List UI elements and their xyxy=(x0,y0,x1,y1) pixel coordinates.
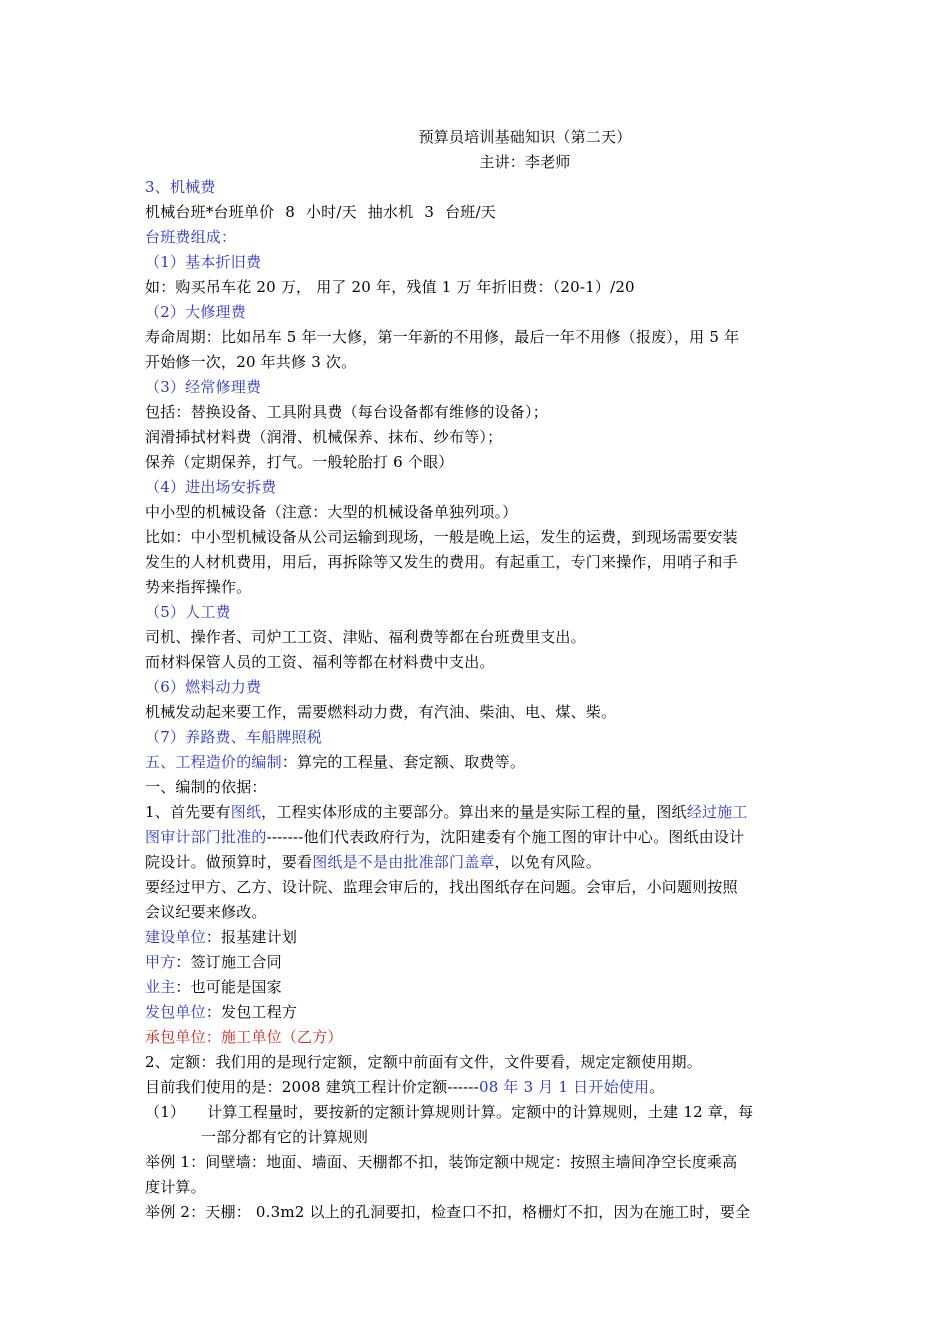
subheading: （7）养路费、车船牌照税 xyxy=(145,728,322,746)
paragraph: 举例 2：天棚： 0.3m2 以上的孔洞要扣，检查口不扣，格栅灯不扣，因为在施工时，要全 xyxy=(145,1203,751,1221)
highlight-text: 图纸是不是由批准部门盖章 xyxy=(312,853,495,871)
paragraph: 而材料保管人员的工资、福利等都在材料费中支出。 xyxy=(145,653,495,671)
subheading: 台班费组成： xyxy=(145,228,237,246)
paragraph: 司机、操作者、司炉工工资、津贴、福利费等都在台班费里支出。 xyxy=(145,628,586,646)
term: 甲方 xyxy=(145,953,176,971)
text-run: ：签订施工合同 xyxy=(175,953,282,971)
paragraph: 包括：替换设备、工具附具费（每台设备都有维修的设备）； xyxy=(145,403,548,421)
text-run: ：也可能是国家 xyxy=(175,978,282,996)
definition xyxy=(145,977,282,997)
paragraph: 2、定额：我们用的是现行定额，定额中前面有文件，文件要看，规定定额使用期。 xyxy=(145,1053,702,1071)
section-heading: 3、机械费 xyxy=(145,178,216,196)
paragraph: 会议纪要来修改。 xyxy=(145,903,267,921)
doc-lecturer: 主讲：李老师 xyxy=(479,153,571,171)
text-run: ，工程实体形成的主要部分。算出来的量是实际工程的量，图纸 xyxy=(261,803,687,821)
subheading: （2）大修理费 xyxy=(145,303,246,321)
term: 发包单位 xyxy=(145,1003,206,1021)
paragraph: 机械台班*台班单价 8 小时/天 抽水机 3 台班/天 xyxy=(145,203,496,221)
text-run: 计算工程量时，要按新的定额计算规则计算。定额中的计算规则，土建 12 章，每 xyxy=(207,1103,754,1121)
paragraph: 机械发动起来要工作，需要燃料动力费，有汽油、柴油、电、煤、柴。 xyxy=(145,703,617,721)
term: 建设单位 xyxy=(145,928,206,946)
subheading: （4）进出场安拆费 xyxy=(145,478,277,496)
paragraph: 举例 1：间壁墙：地面、墙面、天棚都不扣，装饰定额中规定：按照主墙间净空长度乘高 xyxy=(145,1153,738,1171)
text-run: 院设计。做预算时，要看 xyxy=(145,853,313,871)
paragraph: 保养（定期保养，打气。一般轮胎打 6 个眼） xyxy=(145,453,454,471)
paragraph xyxy=(145,1077,664,1097)
paragraph: 要经过甲方、乙方、设计院、监理会审后的，找出图纸存在问题。会审后，小问题则按照 xyxy=(145,878,738,896)
text-run: ，以免有风险。 xyxy=(494,853,602,871)
text-run: ：报基建计划 xyxy=(205,928,298,946)
list-item-continuation: 一部分都有它的计算规则 xyxy=(201,1128,369,1146)
text-run: -------他们代表政府行为，沈阳建委有个施工图的审计中心。图纸由设计 xyxy=(266,828,745,846)
paragraph: 一、编制的依据： xyxy=(145,778,267,796)
definition xyxy=(145,952,282,972)
text-run: ：算完的工程量、套定额、取费等。 xyxy=(281,753,526,771)
doc-title: 预算员培训基础知识（第二天） xyxy=(418,128,632,146)
subheading: （6）燃料动力费 xyxy=(145,678,262,696)
section-heading: 五、工程造价的编制 xyxy=(145,753,282,771)
definition-red: 承包单位：施工单位（乙方） xyxy=(145,1028,343,1046)
paragraph: 如：购买吊车花 20 万， 用了 20 年，残值 1 万 年折旧费：（20-1）/20 xyxy=(145,278,635,296)
subheading: （1）基本折旧费 xyxy=(145,253,262,271)
subheading: （5）人工费 xyxy=(145,603,231,621)
text-run: ：发包工程方 xyxy=(205,1003,298,1021)
paragraph xyxy=(145,752,525,772)
text-run: 。 xyxy=(649,1078,665,1096)
definition xyxy=(145,1002,297,1022)
paragraph: 比如：中小型机械设备从公司运输到现场，一般是晚上运，发生的运费，到现场需要安装 xyxy=(145,528,738,546)
definition xyxy=(145,927,297,947)
paragraph: 中小型的机械设备（注意：大型的机械设备单独列项。） xyxy=(145,503,518,521)
list-marker: （1） xyxy=(145,1103,186,1121)
paragraph: 寿命周期：比如吊车 5 年一大修，第一年新的不用修，最后一年不用修（报废），用 5 年 xyxy=(145,328,740,346)
paragraph xyxy=(145,852,601,872)
highlight-text: 经过施工 xyxy=(686,803,748,821)
highlight-text: 08 年 3 月 1 日开始使用 xyxy=(478,1078,650,1096)
paragraph xyxy=(145,802,748,822)
paragraph: 开始修一次，20 年共修 3 次。 xyxy=(145,353,357,371)
highlight-text: 图审计部门批准的 xyxy=(145,828,267,846)
paragraph: 润滑揷拭材料费（润滑、机械保养、抹布、纱布等）； xyxy=(145,428,503,446)
highlight-text: 图纸 xyxy=(230,803,262,821)
term: 业主 xyxy=(145,978,176,996)
subheading: （3）经常修理费 xyxy=(145,378,262,396)
paragraph: 度计算。 xyxy=(145,1178,206,1196)
paragraph xyxy=(145,827,744,847)
paragraph: 势来指挥操作。 xyxy=(145,578,252,596)
list-item xyxy=(145,1102,753,1122)
text-run: 目前我们使用的是：2008 建筑工程计价定额------ xyxy=(145,1078,479,1096)
text-run: 1、首先要有 xyxy=(145,803,231,821)
paragraph: 发生的人材机费用，用后，再拆除等又发生的费用。有起重工，专门来操作，用哨子和手 xyxy=(145,553,738,571)
